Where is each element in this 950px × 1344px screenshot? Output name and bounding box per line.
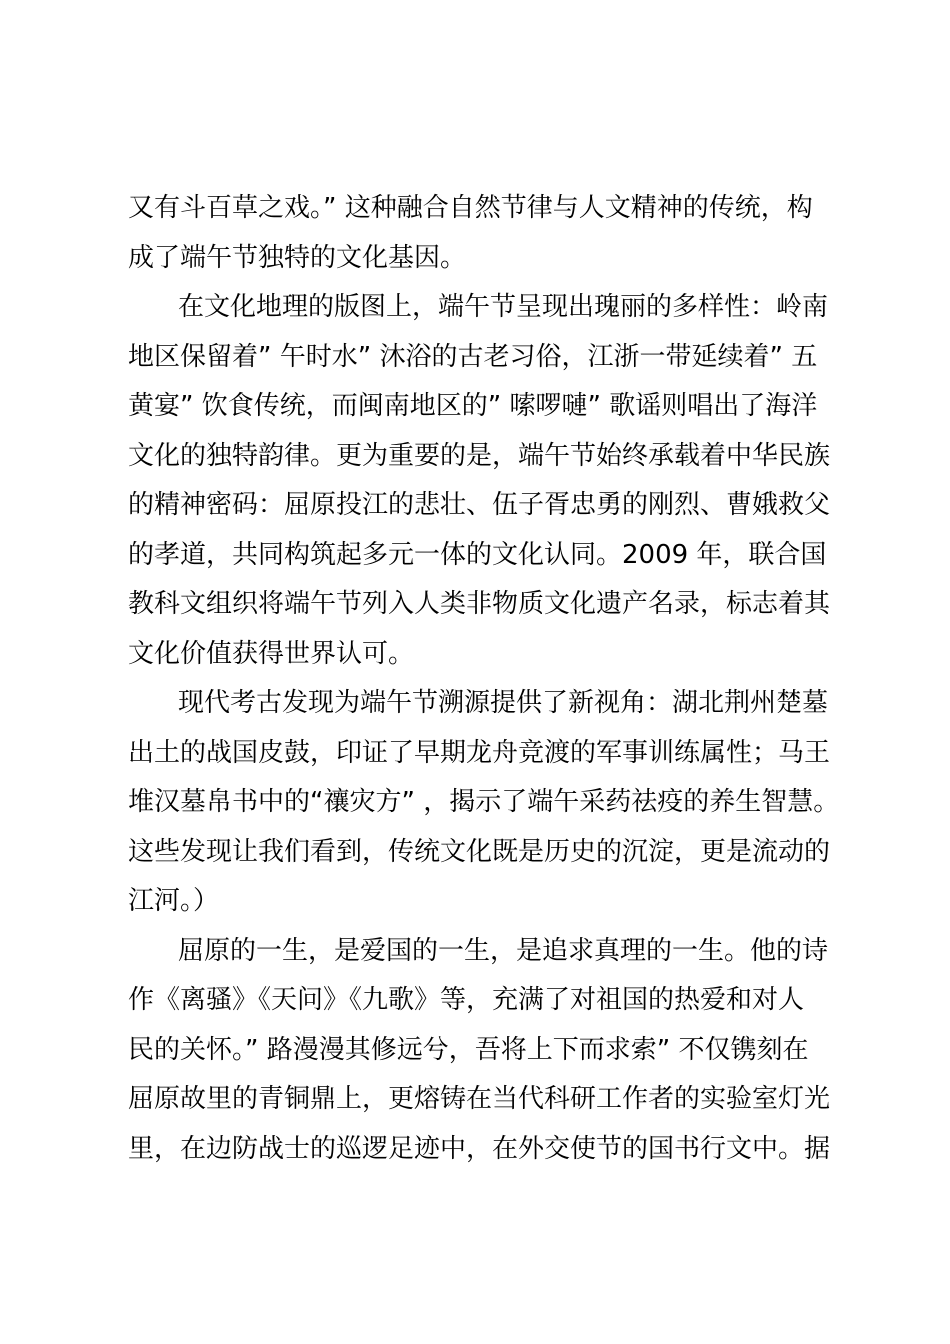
text-line: 地区保留着” 午时水” 沐浴的古老习俗，江浙一带延续着” 五 bbox=[128, 342, 818, 372]
text-line: 又有斗百草之戏。” 这种融合自然节律与人文精神的传统，构 bbox=[128, 193, 813, 223]
paragraph-first-line: 在文化地理的版图上，端午节呈现出瑰丽的多样性：岭南 bbox=[178, 292, 829, 322]
text-line: 民的关怀。” 路漫漫其修远兮，吾将上下而求索” 不仅镌刻在 bbox=[128, 1035, 809, 1065]
text-line: 成了端午节独特的文化基因。 bbox=[128, 243, 467, 273]
text-line: 教科文组织将端午节列入人类非物质文化遗产名录，标志着其 bbox=[128, 589, 831, 619]
text-line: 文化的独特韵律。更为重要的是，端午节始终承载着中华民族 bbox=[128, 441, 831, 471]
paragraph-first-line: 现代考古发现为端午节溯源提供了新视角：湖北荆州楚墓 bbox=[178, 688, 829, 718]
paragraph-first-line: 屈原的一生，是爱国的一生，是追求真理的一生。他的诗 bbox=[178, 936, 829, 966]
text-line: 的精神密码：屈原投江的悲壮、伍子胥忠勇的刚烈、曹娥救父 bbox=[128, 490, 831, 520]
text-line: 江河。） bbox=[128, 886, 220, 916]
text-line: 这些发现让我们看到，传统文化既是历史的沉淀，更是流动的 bbox=[128, 837, 831, 867]
text-line: 黄宴” 饮食传统，而闽南地区的” 嗦啰嗹” 歌谣则唱出了海洋 bbox=[128, 391, 818, 421]
text-line: 出土的战国皮鼓，印证了早期龙舟竞渡的军事训练属性；马王 bbox=[128, 738, 831, 768]
text-line: 堆汉墓帛书中的“禳灾方” ，揭示了端午采药祛疫的养生智慧。 bbox=[128, 787, 840, 817]
text-line: 文化价值获得世界认可。 bbox=[128, 639, 415, 669]
text-line: 的孝道，共同构筑起多元一体的文化认同。2009 年，联合国 bbox=[128, 540, 827, 570]
text-line: 屈原故里的青铜鼎上，更熔铸在当代科研工作者的实验室灯光 bbox=[128, 1084, 831, 1114]
text-line: 作《离骚》《天问》《九歌》等，充满了对祖国的热爱和对人 bbox=[128, 985, 805, 1015]
text-line: 里，在边防战士的巡逻足迹中，在外交使节的国书行文中。据 bbox=[128, 1134, 831, 1164]
